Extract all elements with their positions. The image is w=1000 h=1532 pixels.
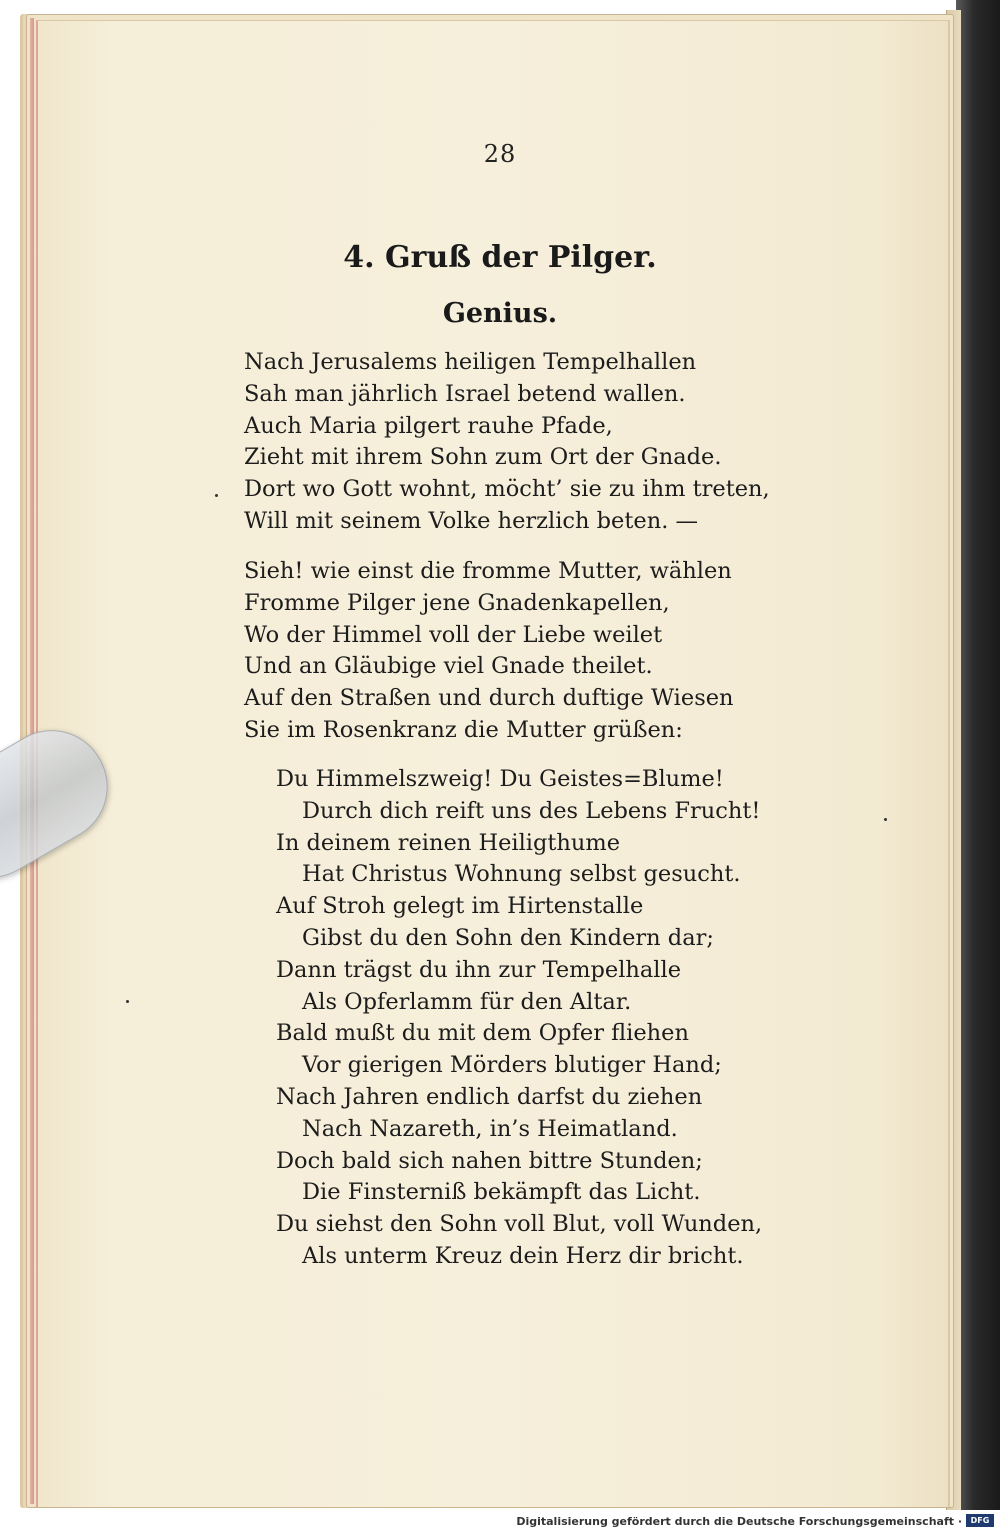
verse-line: Du Himmelszweig! Du Geistes=Blume! [276, 766, 724, 792]
dust-speck [215, 494, 218, 497]
verse-line: Dann trägst du ihn zur Tempelhalle [276, 956, 682, 983]
stanza-2 [244, 556, 734, 747]
dust-speck [884, 818, 887, 821]
verse-line-indented: Vor gierigen Mörders blutiger Hand; [302, 1052, 722, 1079]
verse-line-indented: Durch dich reift uns des Lebens Frucht! [302, 797, 761, 824]
page-number: 28 [483, 140, 517, 168]
verse-line-indented: Als Opferlamm für den Altar. [302, 988, 632, 1015]
verse-line: Nach Jerusalems heiligen Tempelhallen [244, 349, 697, 375]
verse-line-indented: Gibst du den Sohn den Kindern dar; [302, 924, 714, 951]
verse-line: Sie im Rosenkranz die Mutter grüßen: [244, 716, 683, 743]
verse-line: Dort wo Gott wohnt, möcht’ sie zu ihm treten, [244, 476, 770, 503]
poem-subtitle: Genius. [442, 298, 558, 329]
stanza-1 [244, 347, 770, 538]
dfg-logo: DFG [966, 1514, 994, 1527]
verse-line: Doch bald sich nahen bittre Stunden; [276, 1147, 703, 1174]
verse-line: Fromme Pilger jene Gnadenkapellen, [244, 589, 670, 616]
verse-line: Sieh! wie einst die fromme Mutter, wählen [244, 558, 732, 584]
verse-line: Und an Gläubige viel Gnade theilet. [244, 653, 653, 680]
funding-notice: Digitalisierung gefördert durch die Deutsche Forschungsgemeinschaft · [516, 1515, 962, 1528]
verse-line: Zieht mit ihrem Sohn zum Ort der Gnade. [244, 444, 722, 471]
verse-line: Auf den Straßen und durch duftige Wiesen [244, 685, 734, 712]
verse-line-indented: Als unterm Kreuz dein Herz dir bricht. [302, 1242, 744, 1269]
verse-line: Nach Jahren endlich darfst du ziehen [276, 1083, 703, 1110]
scanner-background [956, 0, 1000, 1510]
verse-line-indented: Nach Nazareth, in’s Heimatland. [302, 1115, 678, 1142]
verse-line: In deinem reinen Heiligthume [276, 829, 621, 856]
stanza-3 [276, 764, 762, 1273]
verse-line: Auch Maria pilgert rauhe Pfade, [244, 412, 613, 439]
dust-speck [126, 1000, 129, 1003]
verse-line-indented: Hat Christus Wohnung selbst gesucht. [302, 861, 741, 888]
verse-line: Wo der Himmel voll der Liebe weilet [244, 621, 663, 648]
poem-title: 4. Gruß der Pilger. [343, 240, 657, 275]
verse-line: Bald mußt du mit dem Opfer fliehen [276, 1020, 689, 1047]
verse-line: Will mit seinem Volke herzlich beten. — [244, 507, 698, 534]
verse-line-indented: Die Finsterniß bekämpft das Licht. [302, 1179, 701, 1206]
verse-line: Du siehst den Sohn voll Blut, voll Wunden, [276, 1211, 763, 1238]
verse-line: Sah man jährlich Israel betend wallen. [244, 380, 686, 407]
verse-line: Auf Stroh gelegt im Hirtenstalle [276, 893, 644, 920]
